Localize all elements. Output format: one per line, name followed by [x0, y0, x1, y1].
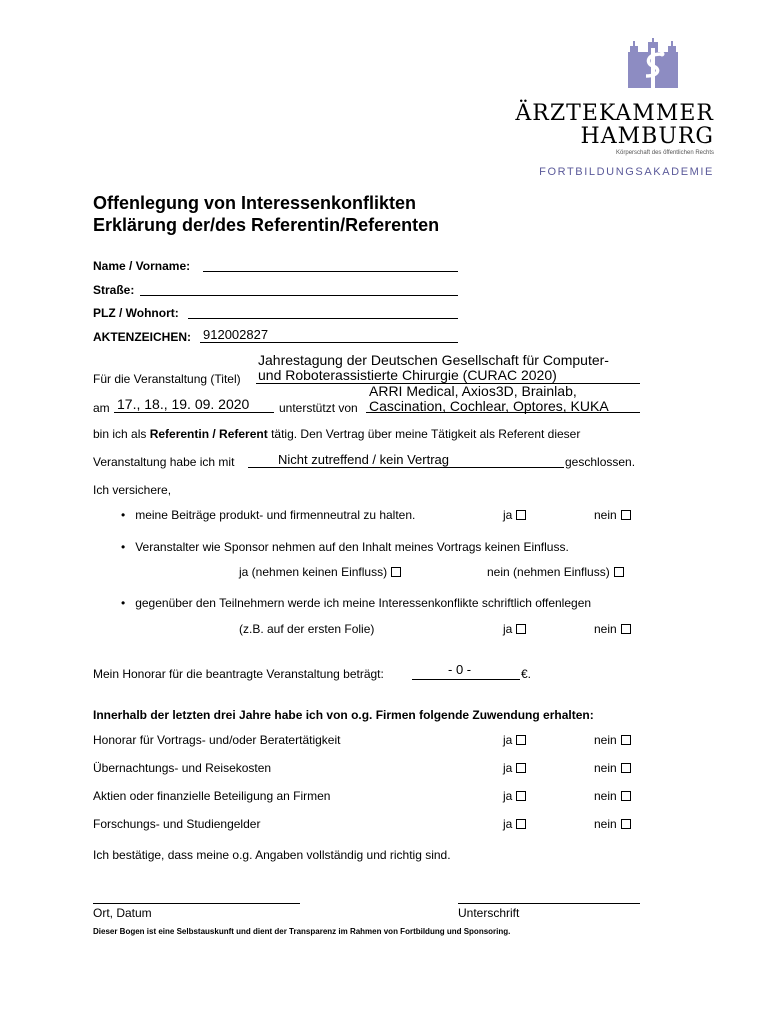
title-line2: Erklärung der/des Referentin/Referenten	[93, 215, 440, 235]
no-label: nein	[594, 789, 617, 803]
date-field[interactable]	[114, 412, 274, 413]
yes-label: ja	[503, 761, 513, 775]
checkbox[interactable]	[621, 819, 631, 829]
bullet-3-sub: (z.B. auf der ersten Folie)	[239, 622, 375, 636]
page-title	[93, 192, 439, 236]
contract-line2-label: Veranstaltung habe ich mit	[93, 455, 235, 469]
yes-label: ja	[503, 789, 513, 803]
org-subtitle: Körperschaft des öffentlichen Rechts	[616, 150, 714, 156]
bullet-2-no[interactable]	[487, 565, 624, 579]
checkbox[interactable]	[621, 510, 631, 520]
contract-line1-pre: bin ich als	[93, 427, 150, 441]
file-number-label: AKTENZEICHEN:	[93, 330, 191, 344]
checkbox[interactable]	[614, 567, 624, 577]
received-item-4-no[interactable]	[594, 817, 631, 831]
confirm-statement: Ich bestätige, dass meine o.g. Angaben vollständig und richtig sind.	[93, 848, 451, 862]
date-label: am	[93, 401, 110, 415]
sponsor-line1[interactable]: ARRI Medical, Axios3D, Brainlab,	[369, 383, 577, 399]
fee-currency: €.	[521, 667, 532, 681]
received-item-4: Forschungs- und Studiengelder	[93, 817, 261, 831]
bullet-1-text: meine Beiträge produkt- und firmenneutral zu halten.	[135, 508, 416, 522]
name-field[interactable]	[203, 271, 458, 272]
yes-label: ja (nehmen keinen Einfluss)	[239, 565, 388, 579]
checkbox[interactable]	[621, 763, 631, 773]
bullet-3-text: gegenüber den Teilnehmern werde ich meine Interessenkonflikte schriftlich offenlegen	[135, 596, 592, 610]
bullet-1-no[interactable]	[594, 508, 631, 522]
checkbox[interactable]	[516, 819, 526, 829]
received-item-2: Übernachtungs- und Reisekosten	[93, 761, 272, 775]
received-item-1: Honorar für Vortrags- und/oder Beratertätigkeit	[93, 733, 341, 747]
checkbox[interactable]	[516, 763, 526, 773]
no-label: nein	[594, 761, 617, 775]
sponsor-line2[interactable]: Cascination, Cochlear, Optores, KUKA	[369, 398, 609, 414]
contract-field[interactable]	[248, 467, 564, 468]
bullet-3-yes[interactable]	[503, 622, 526, 636]
received-item-4-yes[interactable]	[503, 817, 526, 831]
yes-label: ja	[503, 733, 513, 747]
bullet-1-yes[interactable]	[503, 508, 526, 522]
place-date-field[interactable]	[93, 903, 300, 904]
city-field[interactable]	[188, 318, 458, 319]
assurance-intro: Ich versichere,	[93, 483, 172, 497]
bullet-3-no[interactable]	[594, 622, 631, 636]
name-label: Name / Vorname:	[93, 259, 191, 273]
place-date-label: Ort, Datum	[93, 906, 152, 920]
received-item-1-yes[interactable]	[503, 733, 526, 747]
bullet-3: • gegenüber den Teilnehmern werde ich meine Interessenkonflikte schriftlich offenlegen	[121, 596, 592, 610]
received-item-2-yes[interactable]	[503, 761, 526, 775]
org-name-line2: HAMBURG	[580, 124, 714, 149]
yes-label: ja	[503, 817, 513, 831]
event-label: Für die Veranstaltung (Titel)	[93, 372, 241, 386]
received-item-1-no[interactable]	[594, 733, 631, 747]
received-item-3-yes[interactable]	[503, 789, 526, 803]
yes-label: ja	[503, 622, 513, 636]
org-name-line1: ÄRZTEKAMMER	[515, 101, 714, 126]
checkbox[interactable]	[516, 624, 526, 634]
no-label: nein	[594, 508, 617, 522]
received-item-3-no[interactable]	[594, 789, 631, 803]
academy-label: FORTBILDUNGSAKADEMIE	[539, 166, 714, 178]
fee-value[interactable]: - 0 -	[448, 662, 472, 677]
bullet-2-yes[interactable]	[239, 565, 401, 579]
street-field[interactable]	[140, 295, 458, 296]
yes-label: ja	[503, 508, 513, 522]
contract-line1	[93, 427, 639, 441]
received-heading: Innerhalb der letzten drei Jahre habe ich von o.g. Firmen folgende Zuwendung erhalten:	[93, 708, 594, 722]
received-item-3: Aktien oder finanzielle Beteiligung an Firmen	[93, 789, 331, 803]
sponsor-field[interactable]	[366, 412, 640, 413]
checkbox[interactable]	[516, 735, 526, 745]
checkbox[interactable]	[391, 567, 401, 577]
footer-note: Dieser Bogen ist eine Selbstauskunft und dient der Transparenz im Rahmen von Fortbildung und Sponsoring.	[93, 927, 511, 936]
file-number-field[interactable]	[200, 342, 458, 343]
bullet-2: • Veranstalter wie Sponsor nehmen auf den Inhalt meines Vortrags keinen Einfluss.	[121, 540, 569, 554]
fee-field[interactable]	[412, 679, 520, 680]
fee-label: Mein Honorar für die beantragte Veranstaltung beträgt:	[93, 667, 384, 681]
checkbox[interactable]	[621, 791, 631, 801]
checkbox[interactable]	[516, 510, 526, 520]
city-label: PLZ / Wohnort:	[93, 306, 179, 320]
street-label: Straße:	[93, 283, 135, 297]
event-title-line1[interactable]: Jahrestagung der Deutschen Gesellschaft für Computer-	[258, 352, 609, 368]
no-label: nein	[594, 622, 617, 636]
aesculapian-staff-with-castle-icon	[626, 38, 680, 95]
contract-line2-post: geschlossen.	[565, 455, 636, 469]
contract-role: Referentin / Referent	[149, 427, 268, 441]
bullet-1: • meine Beiträge produkt- und firmenneutral zu halten.	[121, 508, 416, 522]
checkbox[interactable]	[621, 624, 631, 634]
title-line1: Offenlegung von Interessenkonflikten	[93, 193, 417, 213]
contract-line1-post: tätig. Den Vertrag über meine Tätigkeit als Referent dieser	[267, 427, 581, 441]
no-label: nein (nehmen Einfluss)	[487, 565, 610, 579]
signature-field[interactable]	[458, 903, 640, 904]
received-item-2-no[interactable]	[594, 761, 631, 775]
no-label: nein	[594, 733, 617, 747]
date-value[interactable]: 17., 18., 19. 09. 2020	[117, 396, 250, 412]
signature-label: Unterschrift	[458, 906, 520, 920]
sponsor-label: unterstützt von	[279, 401, 358, 415]
bullet-2-text: Veranstalter wie Sponsor nehmen auf den Inhalt meines Vortrags keinen Einfluss.	[135, 540, 569, 554]
checkbox[interactable]	[516, 791, 526, 801]
event-title-line2[interactable]: und Roboterassistierte Chirurgie (CURAC 2020)	[258, 367, 557, 383]
file-number-value[interactable]: 912002827	[203, 327, 269, 342]
checkbox[interactable]	[621, 735, 631, 745]
contract-value[interactable]: Nicht zutreffend / kein Vertrag	[278, 452, 450, 467]
no-label: nein	[594, 817, 617, 831]
